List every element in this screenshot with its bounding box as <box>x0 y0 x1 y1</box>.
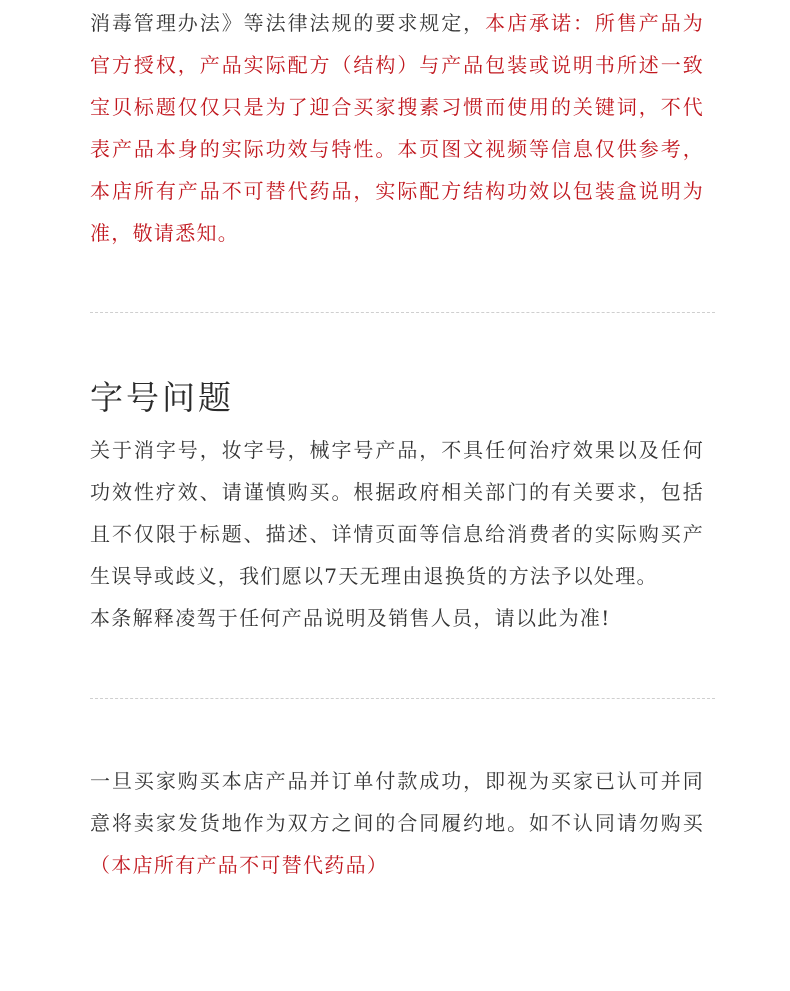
commitment-section <box>90 2 704 254</box>
not-medicine-note: （本店所有产品不可替代药品） <box>90 853 389 877</box>
purchase-agreement-section <box>90 760 704 886</box>
license-note: 本条解释凌驾于任何产品说明及销售人员，请以此为准! <box>90 606 611 630</box>
license-paragraph: 关于消字号，妆字号，械字号产品，不具任何治疗效果以及任何功效性疗效、请谨慎购买。根据政府相关部门的有关要求，包括且不仅限于标题、描述、详情页面等信息给消费者的实际购买产生误导或歧义，我们愿以7天无理由退换货的方法予以处理。 <box>90 438 704 588</box>
purchase-agreement-paragraph <box>90 760 704 886</box>
law-reference-text: 消毒管理办法》等法律法规的要求规定， <box>90 11 486 35</box>
license-section <box>90 429 704 639</box>
section-divider <box>90 312 715 313</box>
commitment-paragraph <box>90 2 704 254</box>
section-heading-license: 字号问题 <box>90 378 234 417</box>
agreement-text: 一旦买家购买本店产品并订单付款成功，即视为买家已认可并同意将卖家发货地作为双方之间的合同履约地。如不认同请勿购买 <box>90 769 704 835</box>
section-divider <box>90 698 715 699</box>
store-commitment-text: 本店承诺：所售产品为官方授权，产品实际配方（结构）与产品包装或说明书所述一致宝贝标题仅仅只是为了迎合买家搜素习惯而使用的关键词，不代表产品本身的实际功效与特性。本页图文视频等信息仅供参考，本店所有产品不可替代药品，实际配方结构功效以包装盒说明为准，敬请悉知。 <box>90 11 705 245</box>
